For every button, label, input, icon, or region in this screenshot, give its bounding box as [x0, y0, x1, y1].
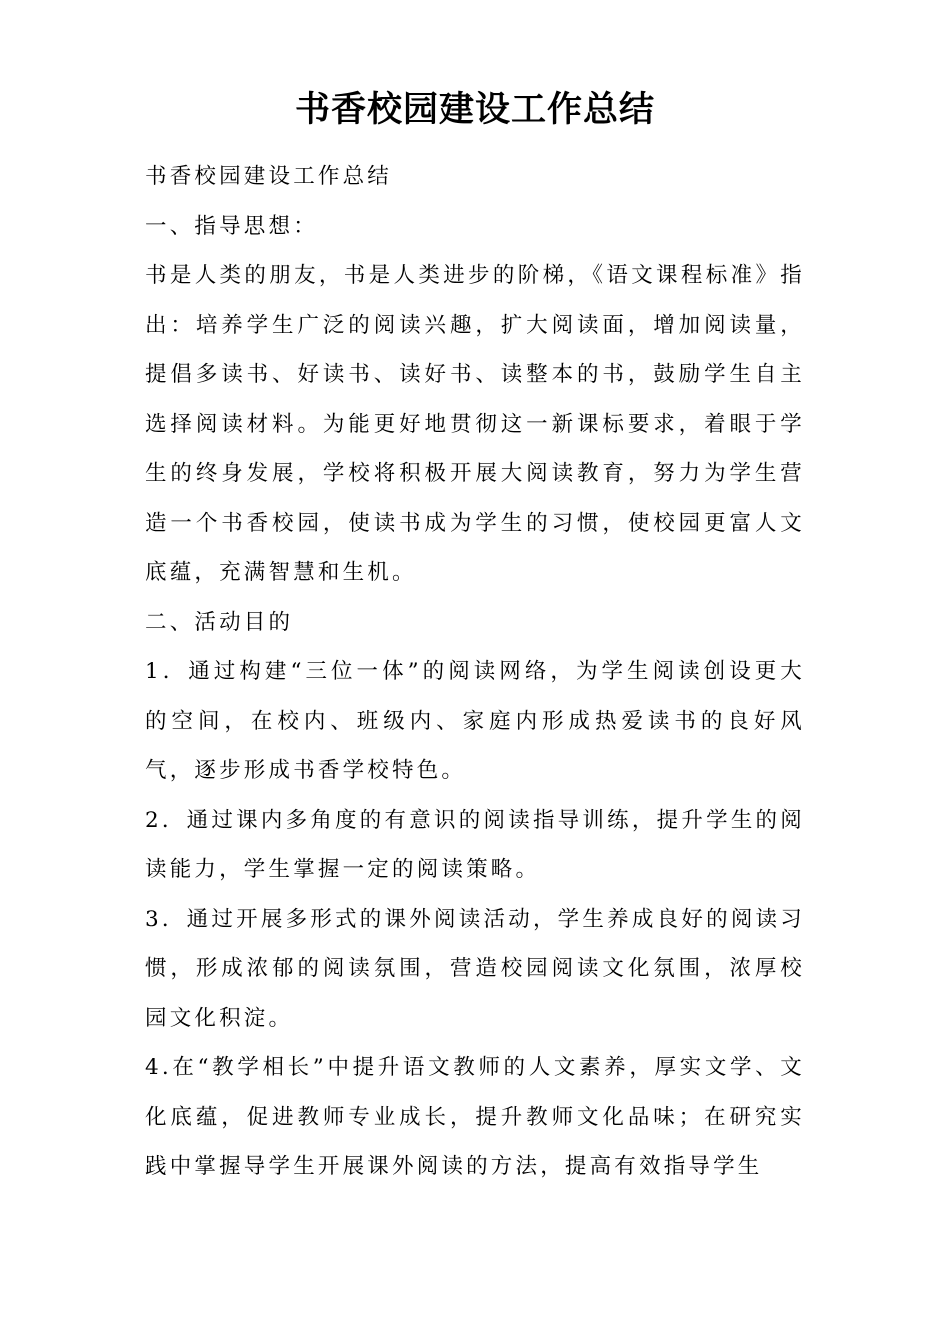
section-heading-guiding-thought: 一、指导思想：	[145, 213, 318, 239]
document-body	[145, 152, 805, 1192]
purpose-item-2: 2．通过课内多角度的有意识的阅读指导训练，提升学生的阅读能力，学生掌握一定的阅读策略。	[145, 807, 805, 882]
purpose-item-3: 3．通过开展多形式的课外阅读活动，学生养成良好的阅读习惯，形成浓郁的阅读氛围，营造校园阅读文化氛围，浓厚校园文化积淀。	[145, 906, 805, 1031]
purpose-item-4: 4.在“教学相长”中提升语文教师的人文素养，厚实文学、文化底蕴，促进教师专业成长，提升教师文化品味；在研究实践中掌握导学生开展课外阅读的方法，提高有效指导学生	[145, 1055, 805, 1179]
document-title: 书香校园建设工作总结	[294, 89, 655, 130]
purpose-item-1: 1．通过构建“三位一体”的阅读网络，为学生阅读创设更大的空间，在校内、班级内、家庭内形成热爱读书的良好风气，逐步形成书香学校特色。	[145, 659, 805, 783]
section-heading-activity-purpose: 二、活动目的	[145, 609, 294, 635]
guiding-thought-paragraph: 书是人类的朋友，书是人类进步的阶梯，《语文课程标准》指出：培养学生广泛的阅读兴趣，扩大阅读面，增加阅读量，提倡多读书、好读书、读好书、读整本的书，鼓励学生自主选择阅读材料。为能更好地贯彻这一新课标要求，着眼于学生的终身发展，学校将积极开展大阅读教育，努力为学生营造一个书香校园，使读书成为学生的习惯，使校园更富人文底蕴，充满智慧和生机。	[145, 263, 805, 585]
subtitle-paragraph: 书香校园建设工作总结	[145, 164, 393, 189]
